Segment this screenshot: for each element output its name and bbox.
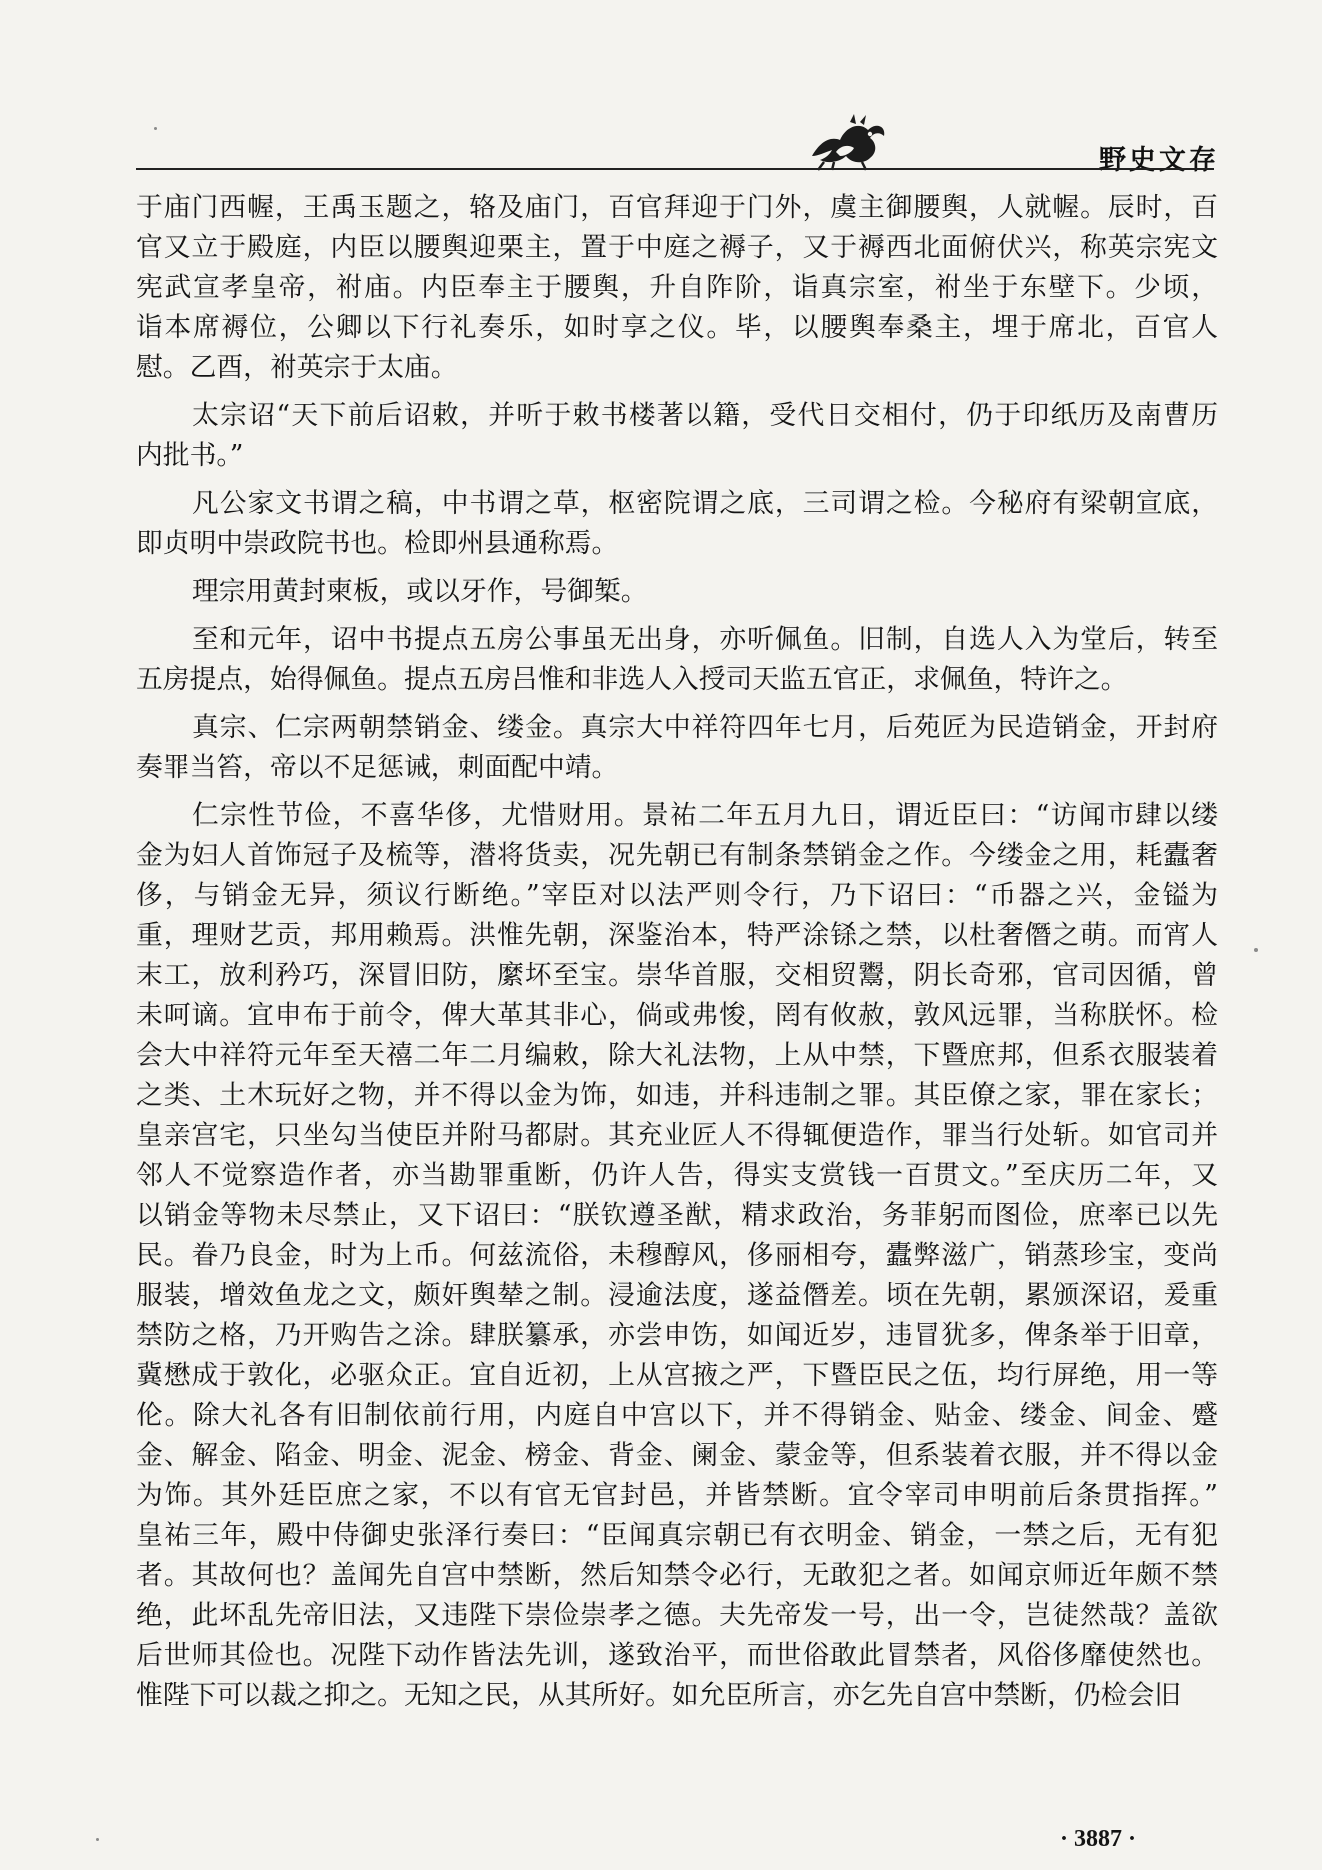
paragraph: [136, 620, 1218, 700]
text-line: 民。眷乃良金，时为上币。何兹流俗，未穆醇风，侈丽相夸，蠹弊滋广，销蒸珍宝，变尚: [136, 1240, 1218, 1271]
text-line: 至和元年，诏中书提点五房公事虽无出身，亦听佩鱼。旧制，自选人入为堂后，转至: [192, 624, 1218, 655]
paragraph: [136, 796, 1218, 1716]
text-line: 于庙门西幄，王禹玉题之，辂及庙门，百官拜迎于门外，虞主御腰舆，人就幄。辰时，百: [136, 192, 1218, 223]
text-line: 侈，与销金无异，须议行断绝。”宰臣对以法严则令行，乃下诏曰：“币器之兴，金镒为: [136, 880, 1218, 911]
text-line: 奏罪当笞，帝以不足惩诫，刺面配中靖。: [136, 752, 619, 783]
text-line: 金为妇人首饰冠子及梳等，潜将货卖，况先朝已有制条禁销金之作。今缕金之用，耗蠹奢: [136, 840, 1218, 871]
text-line: 惟陛下可以裁之抑之。无知之民，从其所好。如允臣所言，亦乞先自宫中禁断，仍检会旧: [136, 1680, 1182, 1711]
text-line: 皇祐三年，殿中侍御史张泽行奏曰：“臣闻真宗朝已有衣明金、销金，一禁之后，无有犯: [136, 1520, 1218, 1551]
text-line: 官又立于殿庭，内臣以腰舆迎栗主，置于中庭之褥子，又于褥西北面俯伏兴，称英宗宪文: [136, 232, 1218, 263]
text-line: 理宗用黄封柬板，或以牙作，号御椠。: [192, 576, 648, 607]
text-line: 者。其故何也？盖闻先自宫中禁断，然后知禁令必行，无敢犯之者。如闻京师近年颇不禁: [136, 1560, 1218, 1591]
scan-speck: [154, 127, 157, 130]
text-line: 金、解金、陷金、明金、泥金、榜金、背金、阑金、蒙金等，但系装着衣服，并不得以金: [136, 1440, 1218, 1471]
paragraph: [136, 484, 1218, 564]
text-line: 凡公家文书谓之稿，中书谓之草，枢密院谓之底，三司谓之检。今秘府有梁朝宣底，: [192, 488, 1218, 519]
text-line: 内批书。”: [136, 440, 244, 471]
scan-speck: [1254, 948, 1258, 952]
text-line: 以销金等物未尽禁止，又下诏曰：“朕钦遵圣猷，精求政治，务菲躬而图俭，庶率已以先: [136, 1200, 1218, 1231]
text-line: 邻人不觉察造作者，亦当勘罪重断，仍许人告，得实支赏钱一百贯文。”至庆历二年，又: [136, 1160, 1218, 1191]
scan-speck: [96, 1838, 99, 1841]
page-number: · 3887 ·: [1060, 1826, 1137, 1852]
text-line: 为饰。其外廷臣庶之家，不以有官无官封邑，并皆禁断。宜令宰司申明前后条贯指挥。”: [136, 1480, 1218, 1511]
text-line: 会大中祥符元年至天禧二年二月编敕，除大礼法物，上从中禁，下暨庶邦，但系衣服装着: [136, 1040, 1218, 1071]
text-line: 禁防之格，乃开购告之涂。肆朕纂承，亦尝申饬，如闻近岁，违冒犹多，俾条举于旧章，: [136, 1320, 1218, 1351]
text-line: 宪武宣孝皇帝，祔庙。内臣奉主于腰舆，升自阼阶，诣真宗室，祔坐于东壁下。少顷，: [136, 272, 1218, 303]
text-line: 即贞明中崇政院书也。检即州县通称焉。: [136, 528, 619, 559]
text-line: 后世师其俭也。况陛下动作皆法先训，遂致治平，而世俗敢此冒禁者，风俗侈靡使然也。: [136, 1640, 1218, 1671]
text-line: 皇亲宫宅，只坐勾当使臣并附马都尉。其充业匠人不得辄便造作，罪当行处斩。如官司并: [136, 1120, 1218, 1151]
paragraph: [136, 188, 1218, 388]
text-line: 伦。除大礼各有旧制依前行用，内庭自中宫以下，并不得销金、贴金、缕金、间金、蹙: [136, 1400, 1218, 1431]
paragraph: [136, 572, 1218, 612]
text-line: 重，理财艺贡，邦用赖焉。洪惟先朝，深鉴治本，特严涂铩之禁，以杜奢僭之萌。而宵人: [136, 920, 1218, 951]
text-line: 慰。乙酉，祔英宗于太庙。: [136, 352, 458, 383]
paragraph: [136, 708, 1218, 788]
text-line: 五房提点，始得佩鱼。提点五房吕惟和非选人入授司天监五官正，求佩鱼，特许之。: [136, 664, 1128, 695]
text-line: 太宗诏“天下前后诏敕，并听于敕书楼著以籍，受代日交相付，仍于印纸历及南曹历: [192, 400, 1218, 431]
text-line: 服装，增效鱼龙之文，颇奸舆辇之制。浸逾法度，遂益僭差。顷在先朝，累颁深诏，爰重: [136, 1280, 1218, 1311]
paragraph: [136, 396, 1218, 476]
text-line: 之类、土木玩好之物，并不得以金为饰，如违，并科违制之罪。其臣僚之家，罪在家长；: [136, 1080, 1218, 1111]
body-text: [136, 188, 1218, 1716]
book-title: 野史文存: [1099, 145, 1219, 176]
text-line: 真宗、仁宗两朝禁销金、缕金。真宗大中祥符四年七月，后苑匠为民造销金，开封府: [192, 712, 1218, 743]
header-rule: [136, 168, 1214, 170]
text-line: 仁宗性节俭，不喜华侈，尤惜财用。景祐二年五月九日，谓近臣曰：“访闻市肆以缕: [192, 800, 1218, 831]
text-line: 末工，放利矜巧，深冒旧防，縻坏至宝。崇华首服，交相贸鬻，阴长奇邪，官司因循，曾: [136, 960, 1218, 991]
text-line: 绝，此坏乱先帝旧法，又违陛下崇俭崇孝之德。夫先帝发一号，出一令，岂徒然哉？盖欲: [136, 1600, 1218, 1631]
text-line: 冀懋成于敦化，必驱众正。宜自近初，上从宫掖之严，下暨臣民之伍，均行屏绝，用一等: [136, 1360, 1218, 1391]
text-line: 未呵谪。宜申布于前令，俾大革其非心，倘或弗悛，罔有攸赦，敦风远罪，当称朕怀。检: [136, 1000, 1218, 1031]
text-line: 诣本席褥位，公卿以下行礼奏乐，如时享之仪。毕，以腰舆奉桑主，埋于席北，百官人: [136, 312, 1218, 343]
dragon-emblem-icon: [806, 112, 890, 172]
